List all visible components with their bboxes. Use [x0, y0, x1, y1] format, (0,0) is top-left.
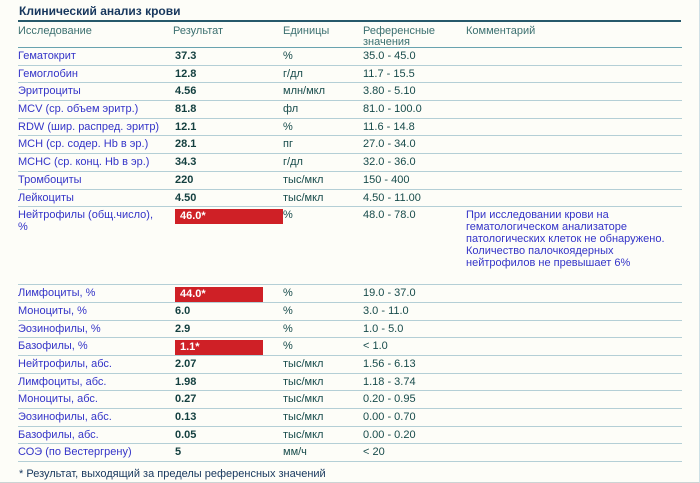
table-row [18, 136, 682, 154]
table-row [18, 409, 682, 427]
result-cell [173, 340, 283, 355]
reference-value: 0.20 - 0.95 [363, 393, 416, 406]
result-value: 46.0* [175, 209, 283, 224]
result-value: 1.1* [175, 340, 263, 355]
reference-value: 27.0 - 34.0 [363, 138, 416, 151]
column-header-reference: Референсные значения [363, 25, 436, 48]
units-value: тыс/мкл [283, 191, 324, 204]
result-value: 44.0* [175, 287, 263, 302]
table-row [18, 285, 682, 303]
result-value: 2.9 [175, 322, 191, 335]
reference-value: 3.0 - 11.0 [363, 304, 409, 317]
column-header-test: Исследование [18, 25, 92, 37]
reference-value: 19.0 - 37.0 [363, 287, 416, 300]
reference-value: 0.00 - 0.70 [363, 411, 416, 423]
comment-value [466, 305, 682, 320]
result-cell [173, 192, 283, 207]
table-row [18, 154, 682, 172]
units-value: г/дл [283, 67, 303, 80]
test-name: СОЭ (по Вестергрену) [18, 446, 132, 459]
reference-value: 11.7 - 15.5 [363, 67, 415, 80]
result-value: 5 [175, 446, 182, 459]
table-row [18, 66, 682, 84]
comment-value [466, 156, 682, 171]
comment-value [466, 85, 682, 100]
comment-value [466, 121, 682, 136]
result-value: 0.13 [175, 411, 197, 423]
result-cell [173, 156, 283, 171]
result-value: 81.8 [175, 103, 197, 116]
result-cell [173, 305, 283, 320]
test-name: Моноциты, абс. [18, 393, 98, 406]
test-name: Эозинофилы, % [18, 322, 101, 335]
reference-value: 11.6 - 14.8 [363, 120, 415, 133]
table-row [18, 119, 682, 137]
units-value: г/дл [283, 156, 303, 169]
units-value: % [283, 322, 293, 335]
reference-value: 1.18 - 3.74 [363, 375, 416, 388]
reference-value: 1.0 - 5.0 [363, 322, 404, 335]
result-cell [173, 138, 283, 153]
result-value: 12.8 [175, 67, 197, 80]
table-row [18, 444, 682, 462]
result-cell [173, 50, 283, 65]
reference-value: 0.00 - 0.20 [363, 428, 416, 441]
test-name: Тромбоциты [18, 173, 82, 186]
report-title: Клинический анализ крови [18, 3, 681, 22]
test-name: Нейтрофилы (общ.число), % [18, 209, 153, 234]
comment-value [466, 68, 682, 83]
result-value: 28.1 [175, 138, 197, 151]
result-value: 4.56 [175, 85, 197, 98]
test-name: Гемоглобин [18, 67, 78, 80]
comment-value [466, 287, 682, 302]
units-value: мм/ч [283, 446, 307, 459]
test-name: Лейкоциты [18, 191, 74, 204]
result-cell [173, 174, 283, 189]
comment-value [466, 358, 682, 373]
test-name: Нейтрофилы, абс. [18, 357, 112, 370]
result-value: 12.1 [175, 120, 197, 133]
result-value: 1.98 [175, 375, 197, 388]
units-value: тыс/мкл [283, 375, 324, 388]
result-cell [173, 121, 283, 136]
reference-value: < 20 [363, 446, 385, 459]
units-value: пг [283, 138, 293, 151]
result-cell [173, 446, 283, 461]
reference-value: 48.0 - 78.0 [363, 209, 416, 222]
reference-value: 4.50 - 11.00 [363, 191, 421, 204]
reference-value: 81.0 - 100.0 [363, 103, 422, 116]
test-name: Эозинофилы, абс. [18, 411, 112, 423]
result-cell [173, 103, 283, 118]
comment-value [466, 138, 682, 153]
table-row [18, 374, 682, 392]
comment-value [466, 340, 682, 355]
result-cell [173, 358, 283, 373]
result-value: 37.3 [175, 50, 197, 62]
table-row [18, 207, 682, 285]
table-row [18, 172, 682, 190]
table-row [18, 321, 682, 339]
units-value: тыс/мкл [283, 393, 324, 406]
result-cell [173, 429, 283, 444]
units-value: % [283, 304, 293, 317]
comment-value [466, 411, 682, 426]
test-name: Базофилы, абс. [18, 428, 99, 441]
result-value: 34.3 [175, 156, 197, 169]
comment-value [466, 446, 682, 461]
table-row [18, 83, 682, 101]
table-row [18, 427, 682, 445]
units-value: фл [283, 103, 299, 116]
reference-value: < 1.0 [363, 340, 388, 353]
units-value: тыс/мкл [283, 411, 324, 423]
reference-value: 150 - 400 [363, 173, 410, 186]
units-value: % [283, 340, 293, 353]
reference-value: 32.0 - 36.0 [363, 156, 416, 169]
column-header-result: Результат [173, 25, 224, 37]
table-header-row [18, 22, 682, 48]
table-row [18, 338, 682, 356]
result-cell [173, 411, 283, 426]
units-value: % [283, 287, 293, 300]
result-cell [173, 287, 283, 302]
comment-value: При исследовании крови на гематологическом анализаторе патологических клеток не обнаружено. Количество палочкоядерных нейтрофилов не превышает 6% [466, 209, 665, 270]
test-name: RDW (шир. распред. эритр) [18, 120, 160, 133]
result-value: 0.27 [175, 393, 197, 406]
table-row [18, 391, 682, 409]
table-row [18, 101, 682, 119]
result-cell [173, 323, 283, 338]
comment-value [466, 323, 682, 338]
result-cell [173, 209, 283, 284]
result-value: 220 [175, 173, 194, 186]
result-cell [173, 68, 283, 83]
comment-value [466, 50, 682, 65]
comment-value [466, 174, 682, 189]
units-value: тыс/мкл [283, 173, 324, 186]
comment-value [466, 393, 682, 408]
test-name: Базофилы, % [18, 340, 88, 353]
units-value: млн/мкл [283, 85, 326, 98]
test-name: Лимфоциты, абс. [18, 375, 107, 388]
units-value: % [283, 209, 293, 222]
table-row [18, 303, 682, 321]
result-value: 4.50 [175, 191, 197, 204]
result-cell [173, 85, 283, 100]
comment-value [466, 376, 682, 391]
column-header-units: Единицы [283, 25, 330, 37]
test-name: MCV (ср. объем эритр.) [18, 103, 139, 116]
result-value: 0.05 [175, 428, 197, 441]
result-cell [173, 376, 283, 391]
units-value: тыс/мкл [283, 357, 324, 370]
test-name: Моноциты, % [18, 304, 87, 317]
column-header-comment: Комментарий [466, 25, 536, 37]
test-name: MCHC (ср. конц. Hb в эр.) [18, 156, 150, 169]
result-value: 2.07 [175, 357, 197, 370]
units-value: тыс/мкл [283, 428, 324, 441]
reference-value: 35.0 - 45.0 [363, 50, 416, 62]
units-value: % [283, 50, 293, 62]
reference-value: 1.56 - 6.13 [363, 357, 416, 370]
out-of-range-footnote: * Результат, выходящий за пределы референсных значений [19, 468, 326, 481]
results-table-body [18, 48, 681, 462]
test-name: Эритроциты [18, 85, 81, 98]
reference-value: 3.80 - 5.10 [363, 85, 416, 98]
table-row [18, 190, 682, 208]
comment-value [466, 429, 682, 444]
comment-value [466, 103, 682, 118]
test-name: Лимфоциты, % [18, 287, 96, 300]
result-cell [173, 393, 283, 408]
units-value: % [283, 120, 293, 133]
test-name: MCH (ср. содер. Hb в эр.) [18, 138, 149, 151]
comment-value [466, 192, 682, 207]
test-name: Гематокрит [18, 50, 76, 62]
table-row [18, 356, 682, 374]
result-value: 6.0 [175, 304, 191, 317]
table-row [18, 48, 682, 66]
